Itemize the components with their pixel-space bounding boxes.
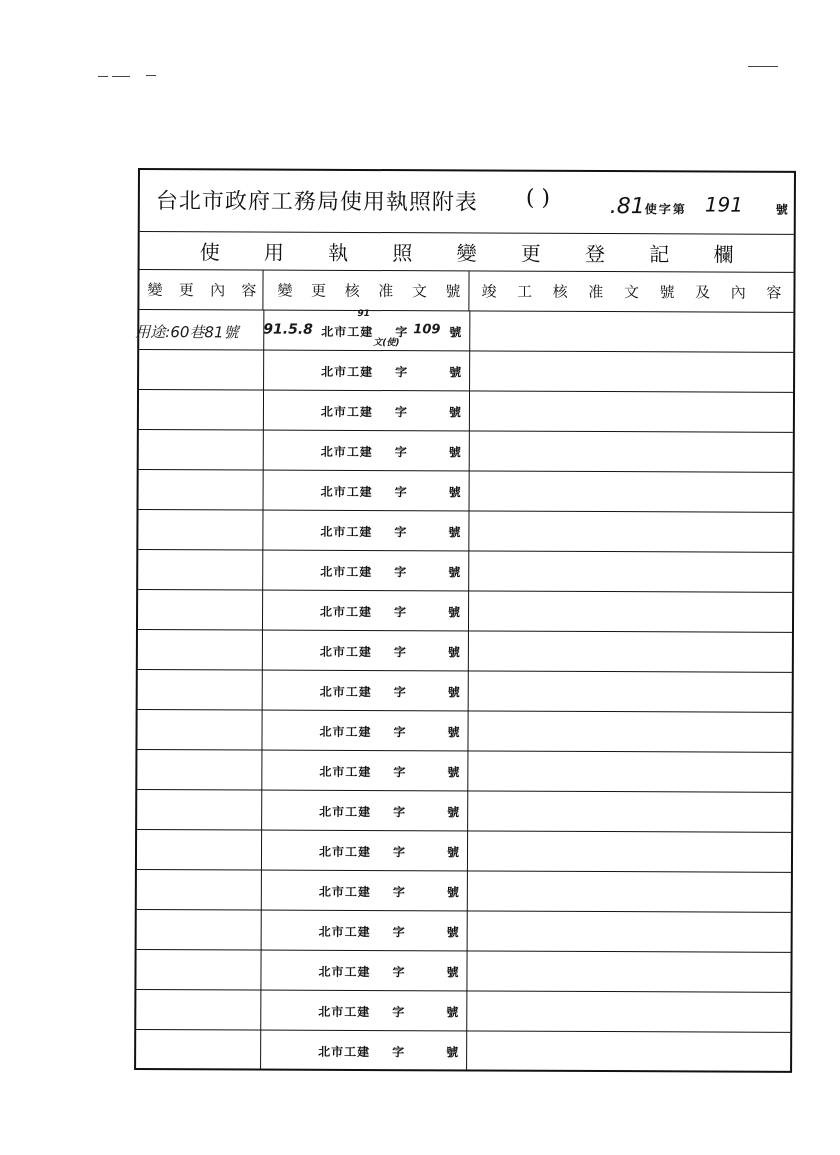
header-completion xyxy=(469,271,795,311)
table-row xyxy=(138,590,792,633)
doc-zi: 字 xyxy=(392,885,405,900)
section-char: 記 xyxy=(649,242,670,267)
approval-doc-cell xyxy=(263,471,469,511)
doc-zi: 字 xyxy=(393,725,406,740)
header-char: 文 xyxy=(623,283,639,302)
approval-doc-cell xyxy=(262,671,468,711)
approval-doc-cell xyxy=(263,308,469,351)
doc-prefix: 北市工建 xyxy=(318,964,371,980)
table-row xyxy=(136,990,790,1033)
table-row xyxy=(137,910,791,953)
table-row xyxy=(138,550,792,593)
section-char: 用 xyxy=(263,240,285,265)
table-row xyxy=(137,870,791,913)
header-char: 工 xyxy=(517,282,533,301)
doc-zi: 字 xyxy=(394,485,407,500)
header-char: 更 xyxy=(178,281,194,300)
doc-hao: 號 xyxy=(449,325,462,340)
table-row xyxy=(137,710,791,753)
approval-doc-cell xyxy=(260,1031,466,1072)
permit-number: 191 xyxy=(704,192,744,217)
table-row xyxy=(135,308,793,353)
approval-doc-cell xyxy=(261,791,467,831)
doc-prefix: 北市工建 xyxy=(321,324,374,340)
section-char: 登 xyxy=(584,241,606,267)
header-char: 准 xyxy=(378,282,394,301)
permit-number-suffix: 號 xyxy=(775,202,788,217)
doc-prefix: 北市工建 xyxy=(321,364,374,380)
table-row xyxy=(139,470,793,513)
approval-doc-cell xyxy=(261,711,467,751)
doc-zi: 字 xyxy=(394,405,407,420)
table-row xyxy=(138,630,792,673)
doc-hao: 號 xyxy=(446,1005,459,1020)
header-char: 內 xyxy=(210,281,226,300)
approval-doc-cell xyxy=(263,431,469,471)
table-row xyxy=(139,350,793,393)
doc-zi: 字 xyxy=(393,685,406,700)
section-char: 變 xyxy=(456,241,477,266)
permit-number-prefix: 使字第 xyxy=(644,202,687,217)
doc-zi: 字 xyxy=(393,805,406,820)
header-char: 文 xyxy=(411,282,427,301)
doc-prefix: 北市工建 xyxy=(318,844,372,860)
table-row xyxy=(139,430,793,473)
doc-prefix: 北市工建 xyxy=(319,644,372,660)
doc-hao: 號 xyxy=(448,605,461,620)
header-char: 准 xyxy=(588,282,604,302)
form-title: 台北市政府工務局使用執照附表 xyxy=(155,189,478,216)
doc-zi: 字 xyxy=(394,445,407,460)
doc-hao: 號 xyxy=(448,565,461,580)
doc-prefix: 北市工建 xyxy=(319,804,372,820)
doc-hao: 號 xyxy=(446,885,459,900)
header-char: 變 xyxy=(147,281,163,300)
doc-prefix: 北市工建 xyxy=(320,444,373,460)
header-change-content xyxy=(139,270,263,310)
doc-zi: 字 xyxy=(393,765,406,780)
doc-hao: 號 xyxy=(447,805,460,820)
approval-doc-cell xyxy=(261,871,467,911)
approval-doc-cell xyxy=(261,751,467,791)
doc-zi: 字 xyxy=(394,565,407,580)
table-row xyxy=(138,510,792,553)
doc-prefix: 北市工建 xyxy=(320,564,373,580)
header-char: 容 xyxy=(241,281,257,300)
handwritten-year-mark: 91 xyxy=(357,308,370,320)
table-row xyxy=(138,670,792,713)
form-title-row xyxy=(140,170,794,235)
header-char: 內 xyxy=(730,283,746,302)
doc-zi: 字 xyxy=(392,845,406,860)
doc-zi: 字 xyxy=(392,1045,405,1060)
section-char: 照 xyxy=(392,241,413,266)
doc-hao: 號 xyxy=(447,765,460,780)
table-row xyxy=(137,830,791,873)
doc-prefix: 北市工建 xyxy=(320,524,373,540)
doc-zi: 字 xyxy=(395,365,408,380)
table-row xyxy=(136,1030,790,1073)
scan-speck xyxy=(98,76,108,77)
doc-zi: 字 xyxy=(392,925,405,940)
table-row xyxy=(139,390,793,433)
doc-zi: 字 xyxy=(394,525,407,540)
header-char: 核 xyxy=(552,282,568,301)
approval-doc-cell xyxy=(260,951,466,991)
doc-prefix: 北市工建 xyxy=(320,604,373,620)
handwritten-doc-number: 109 xyxy=(413,322,441,338)
doc-prefix: 北市工建 xyxy=(319,764,372,780)
header-char: 及 xyxy=(695,283,711,302)
approval-doc-cell xyxy=(260,991,466,1031)
doc-zi: 字 xyxy=(392,1005,405,1020)
doc-hao: 號 xyxy=(446,845,460,860)
scan-speck xyxy=(748,66,778,67)
header-approval-doc xyxy=(263,271,469,311)
section-char: 欄 xyxy=(713,242,734,267)
doc-hao: 號 xyxy=(448,485,461,500)
section-char: 使 xyxy=(199,240,220,265)
table-row xyxy=(136,950,790,993)
header-char: 竣 xyxy=(481,282,497,301)
header-char: 核 xyxy=(344,281,360,300)
usage-permit-change-form xyxy=(134,168,796,1073)
handwritten-date: 91.5.8 xyxy=(263,321,313,338)
section-char: 更 xyxy=(520,241,541,266)
approval-doc-cell xyxy=(261,911,467,951)
table-row xyxy=(137,750,791,793)
approval-doc-cell xyxy=(262,591,468,631)
doc-hao: 號 xyxy=(447,645,460,660)
doc-prefix: 北市工建 xyxy=(318,1004,371,1020)
doc-prefix: 北市工建 xyxy=(320,484,373,500)
approval-doc-cell xyxy=(262,511,468,551)
header-char: 容 xyxy=(766,283,782,302)
doc-hao: 號 xyxy=(447,725,460,740)
doc-zi: 字 xyxy=(395,325,408,340)
doc-prefix: 北市工建 xyxy=(318,1044,371,1060)
doc-hao: 號 xyxy=(447,685,460,700)
doc-hao: 號 xyxy=(449,365,462,380)
doc-zi: 字 xyxy=(392,965,405,980)
doc-zi: 字 xyxy=(394,605,407,620)
doc-hao: 號 xyxy=(446,965,459,980)
header-char: 號 xyxy=(445,282,461,301)
approval-doc-cell xyxy=(263,391,469,431)
section-title xyxy=(140,232,794,273)
table-row xyxy=(137,790,791,833)
approval-doc-cell xyxy=(261,831,467,871)
permit-volume: .81 xyxy=(609,194,645,220)
doc-hao: 號 xyxy=(448,405,461,420)
approval-doc-cell xyxy=(262,631,468,671)
section-char: 執 xyxy=(328,240,349,265)
doc-prefix: 北市工建 xyxy=(318,884,371,900)
header-char: 號 xyxy=(659,283,675,302)
doc-hao: 號 xyxy=(446,1045,459,1060)
doc-hao: 號 xyxy=(448,525,461,540)
header-char: 變 xyxy=(277,281,293,300)
handwritten-note: 文(使) xyxy=(373,338,400,349)
form-title-paren: ( ) xyxy=(525,185,551,211)
doc-hao: 號 xyxy=(448,445,461,460)
doc-prefix: 北市工建 xyxy=(319,724,372,740)
doc-prefix: 北市工建 xyxy=(318,924,371,940)
handwritten-change-content: 用途:60巷81號 xyxy=(135,322,239,342)
header-char: 更 xyxy=(311,281,327,300)
doc-prefix: 北市工建 xyxy=(320,404,373,420)
scan-speck xyxy=(112,76,130,77)
doc-prefix: 北市工建 xyxy=(319,684,372,700)
doc-zi: 字 xyxy=(393,645,406,660)
approval-doc-cell xyxy=(263,351,469,391)
doc-hao: 號 xyxy=(446,925,459,940)
scan-speck xyxy=(146,75,156,76)
approval-doc-cell xyxy=(262,551,468,591)
column-header-row xyxy=(139,270,793,313)
